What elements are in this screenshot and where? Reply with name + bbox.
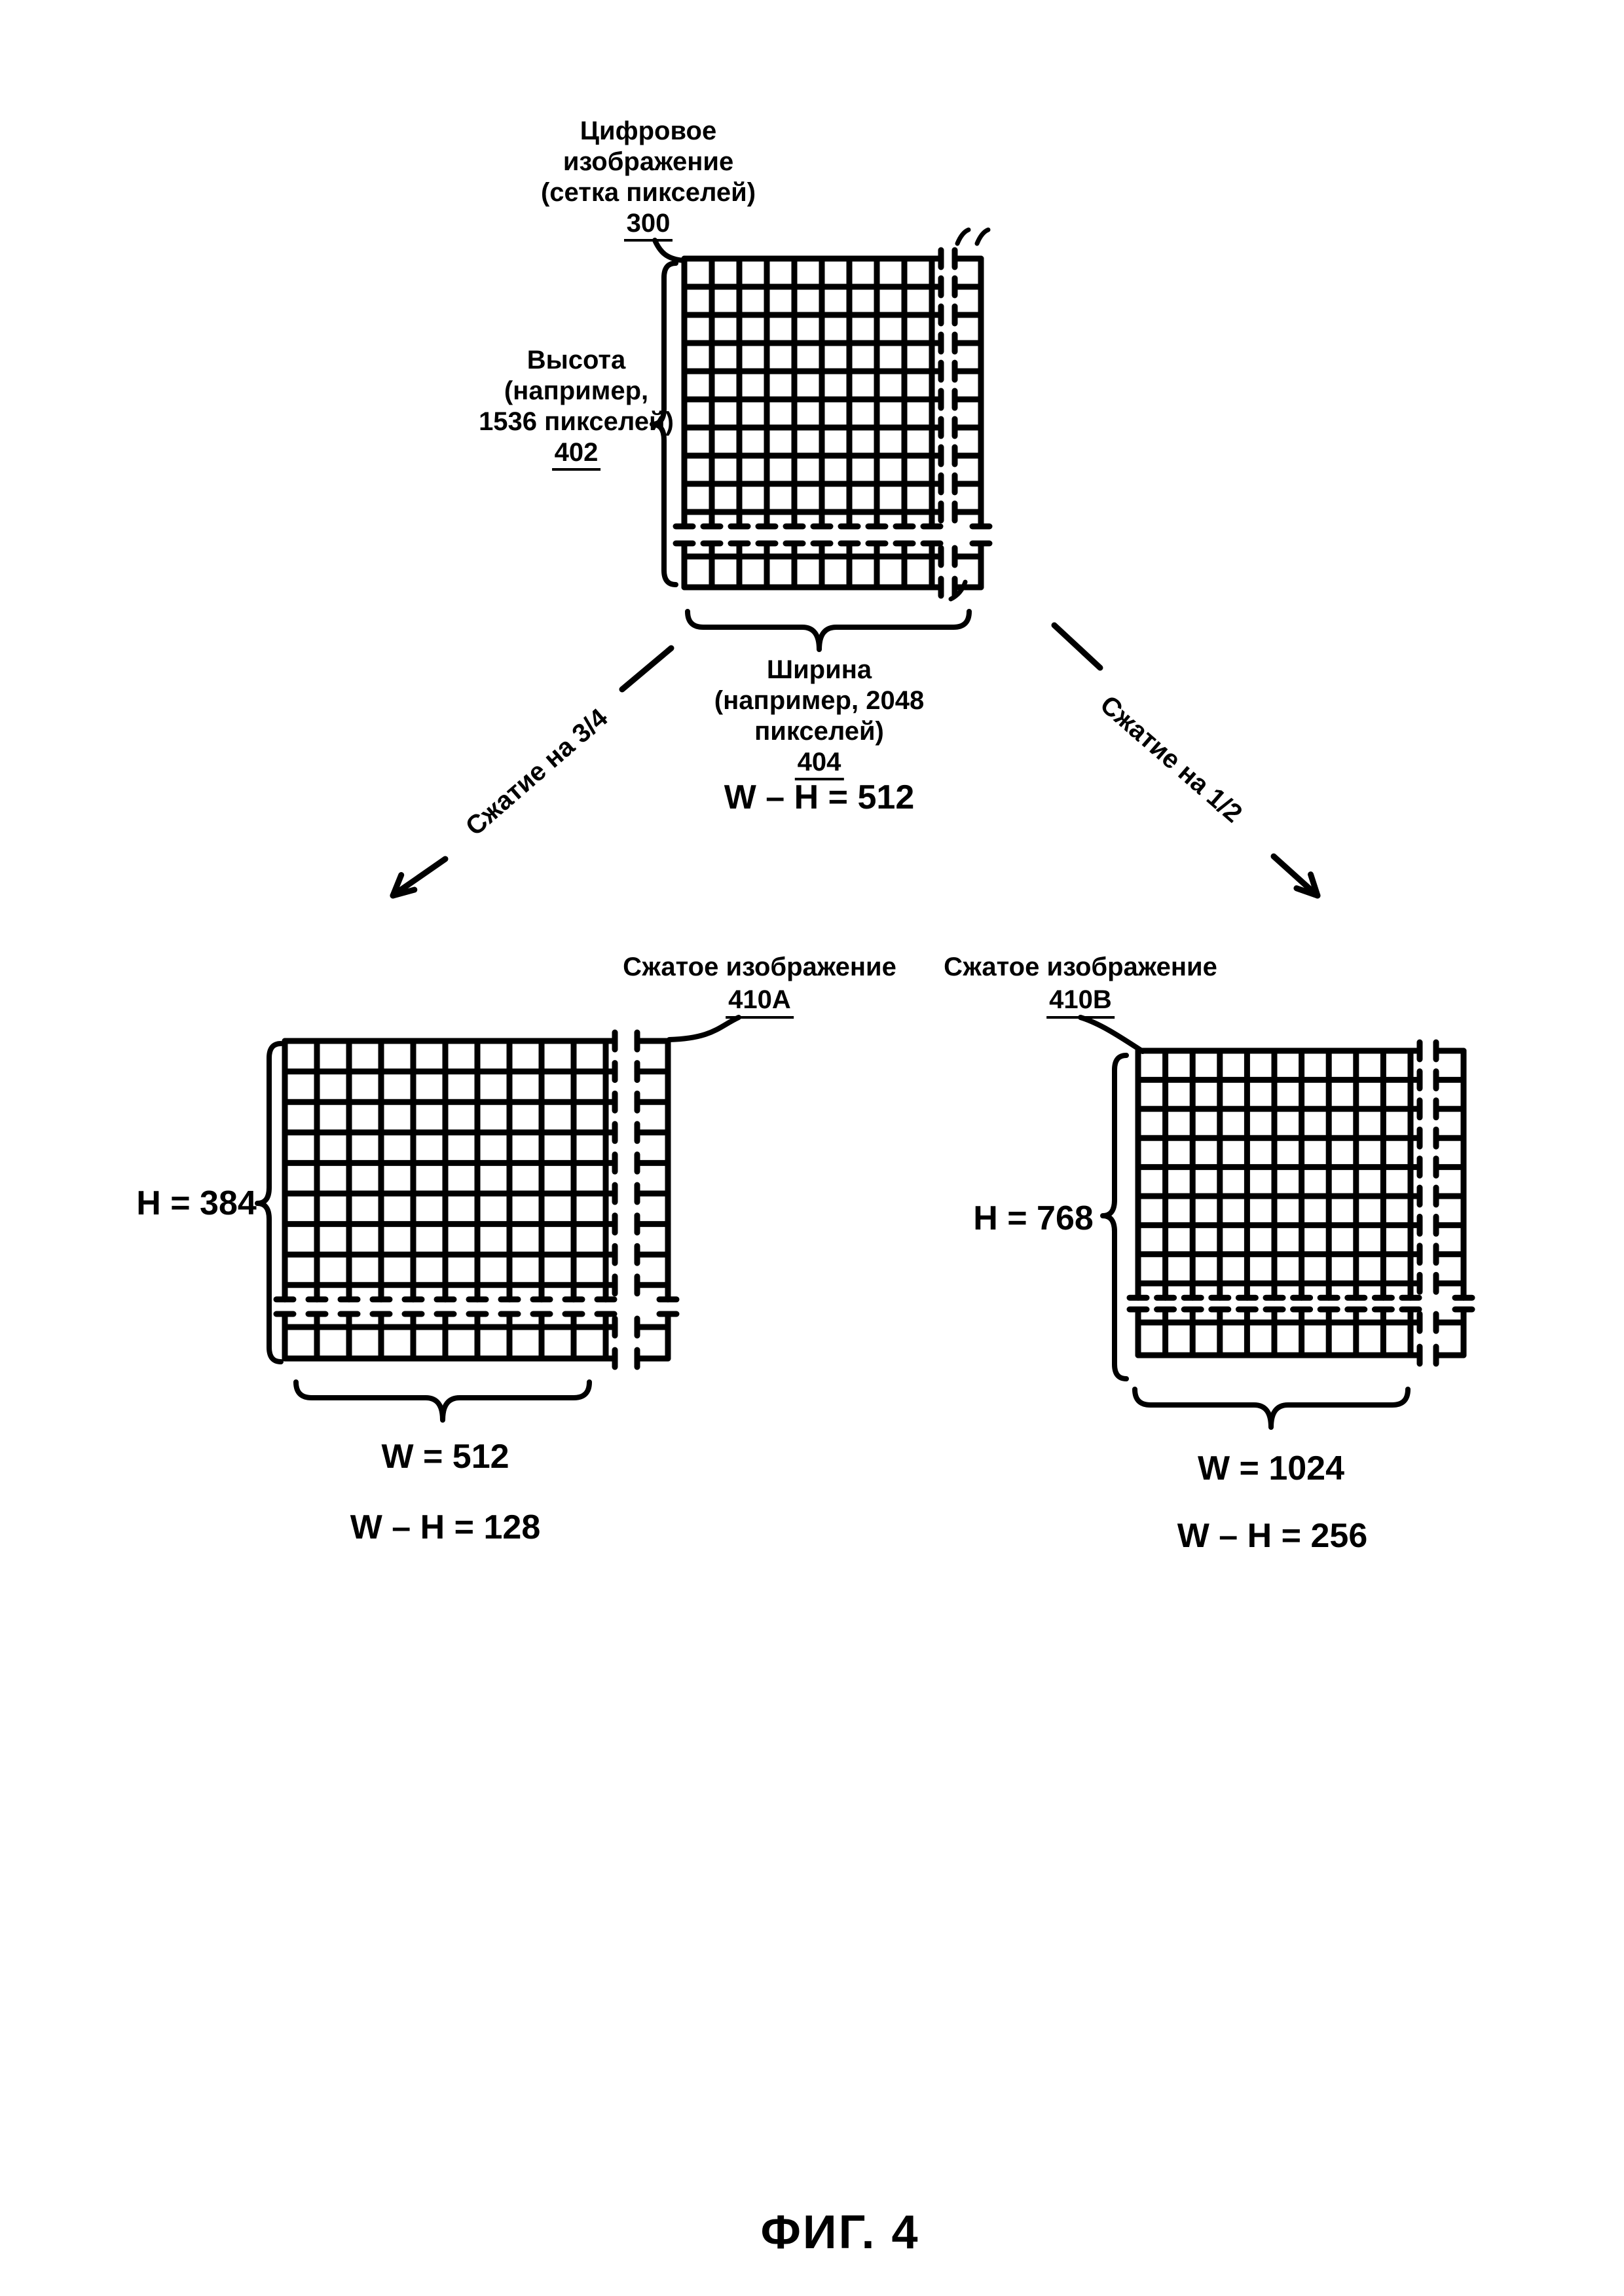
compression-right-arrow-label: Сжатие на 1/2 — [1094, 690, 1248, 829]
compressed-a-width-formula: W = 512 — [381, 1438, 509, 1476]
original-image-label — [541, 116, 756, 242]
ref-410a: 410A — [726, 983, 794, 1019]
original-image-label-line3: (сетка пикселей) — [540, 178, 756, 207]
ref-410b-line — [944, 983, 1217, 1019]
width-label-line2: (например, 2048 — [714, 686, 925, 715]
compressed-a-height-formula: H = 384 — [136, 1184, 257, 1222]
original-image-label-line1: Цифровое — [580, 117, 717, 145]
ref-300: 300 — [624, 208, 673, 242]
ref-404-line — [714, 747, 924, 780]
compressed-image-b-label — [944, 951, 1217, 1019]
compressed-image-b-title: Сжатое изображение — [944, 953, 1217, 981]
compression-left-arrow-label: Сжатие на 3/4 — [460, 703, 614, 842]
original-image-label-line2: изображение — [563, 147, 734, 176]
ref-410a-line — [623, 983, 896, 1019]
ref-402-line — [479, 437, 674, 471]
compressed-image-a-title: Сжатое изображение — [623, 953, 896, 981]
ref-410b: 410B — [1046, 983, 1115, 1019]
compressed-b-width-formula: W = 1024 — [1197, 1449, 1345, 1487]
compressed-b-diff-formula: W – H = 256 — [1177, 1517, 1368, 1555]
height-label-line1: Высота — [526, 346, 626, 374]
ref-402: 402 — [552, 437, 601, 471]
height-label — [479, 345, 674, 471]
height-label-line3: 1536 пикселей) — [479, 407, 674, 436]
compressed-a-diff-formula: W – H = 128 — [350, 1508, 541, 1546]
ref-404: 404 — [795, 747, 844, 780]
width-label-line3: пикселей) — [754, 717, 884, 746]
compressed-b-height-formula: H = 768 — [973, 1199, 1094, 1237]
figure-caption: ФИГ. 4 — [760, 2206, 920, 2259]
compressed-image-a-label — [623, 951, 896, 1019]
width-label — [714, 655, 924, 780]
width-label-line1: Ширина — [766, 655, 872, 684]
original-diff-formula: W – H = 512 — [724, 778, 915, 816]
height-label-line2: (например, — [504, 376, 649, 405]
ref-300-line — [541, 208, 756, 242]
